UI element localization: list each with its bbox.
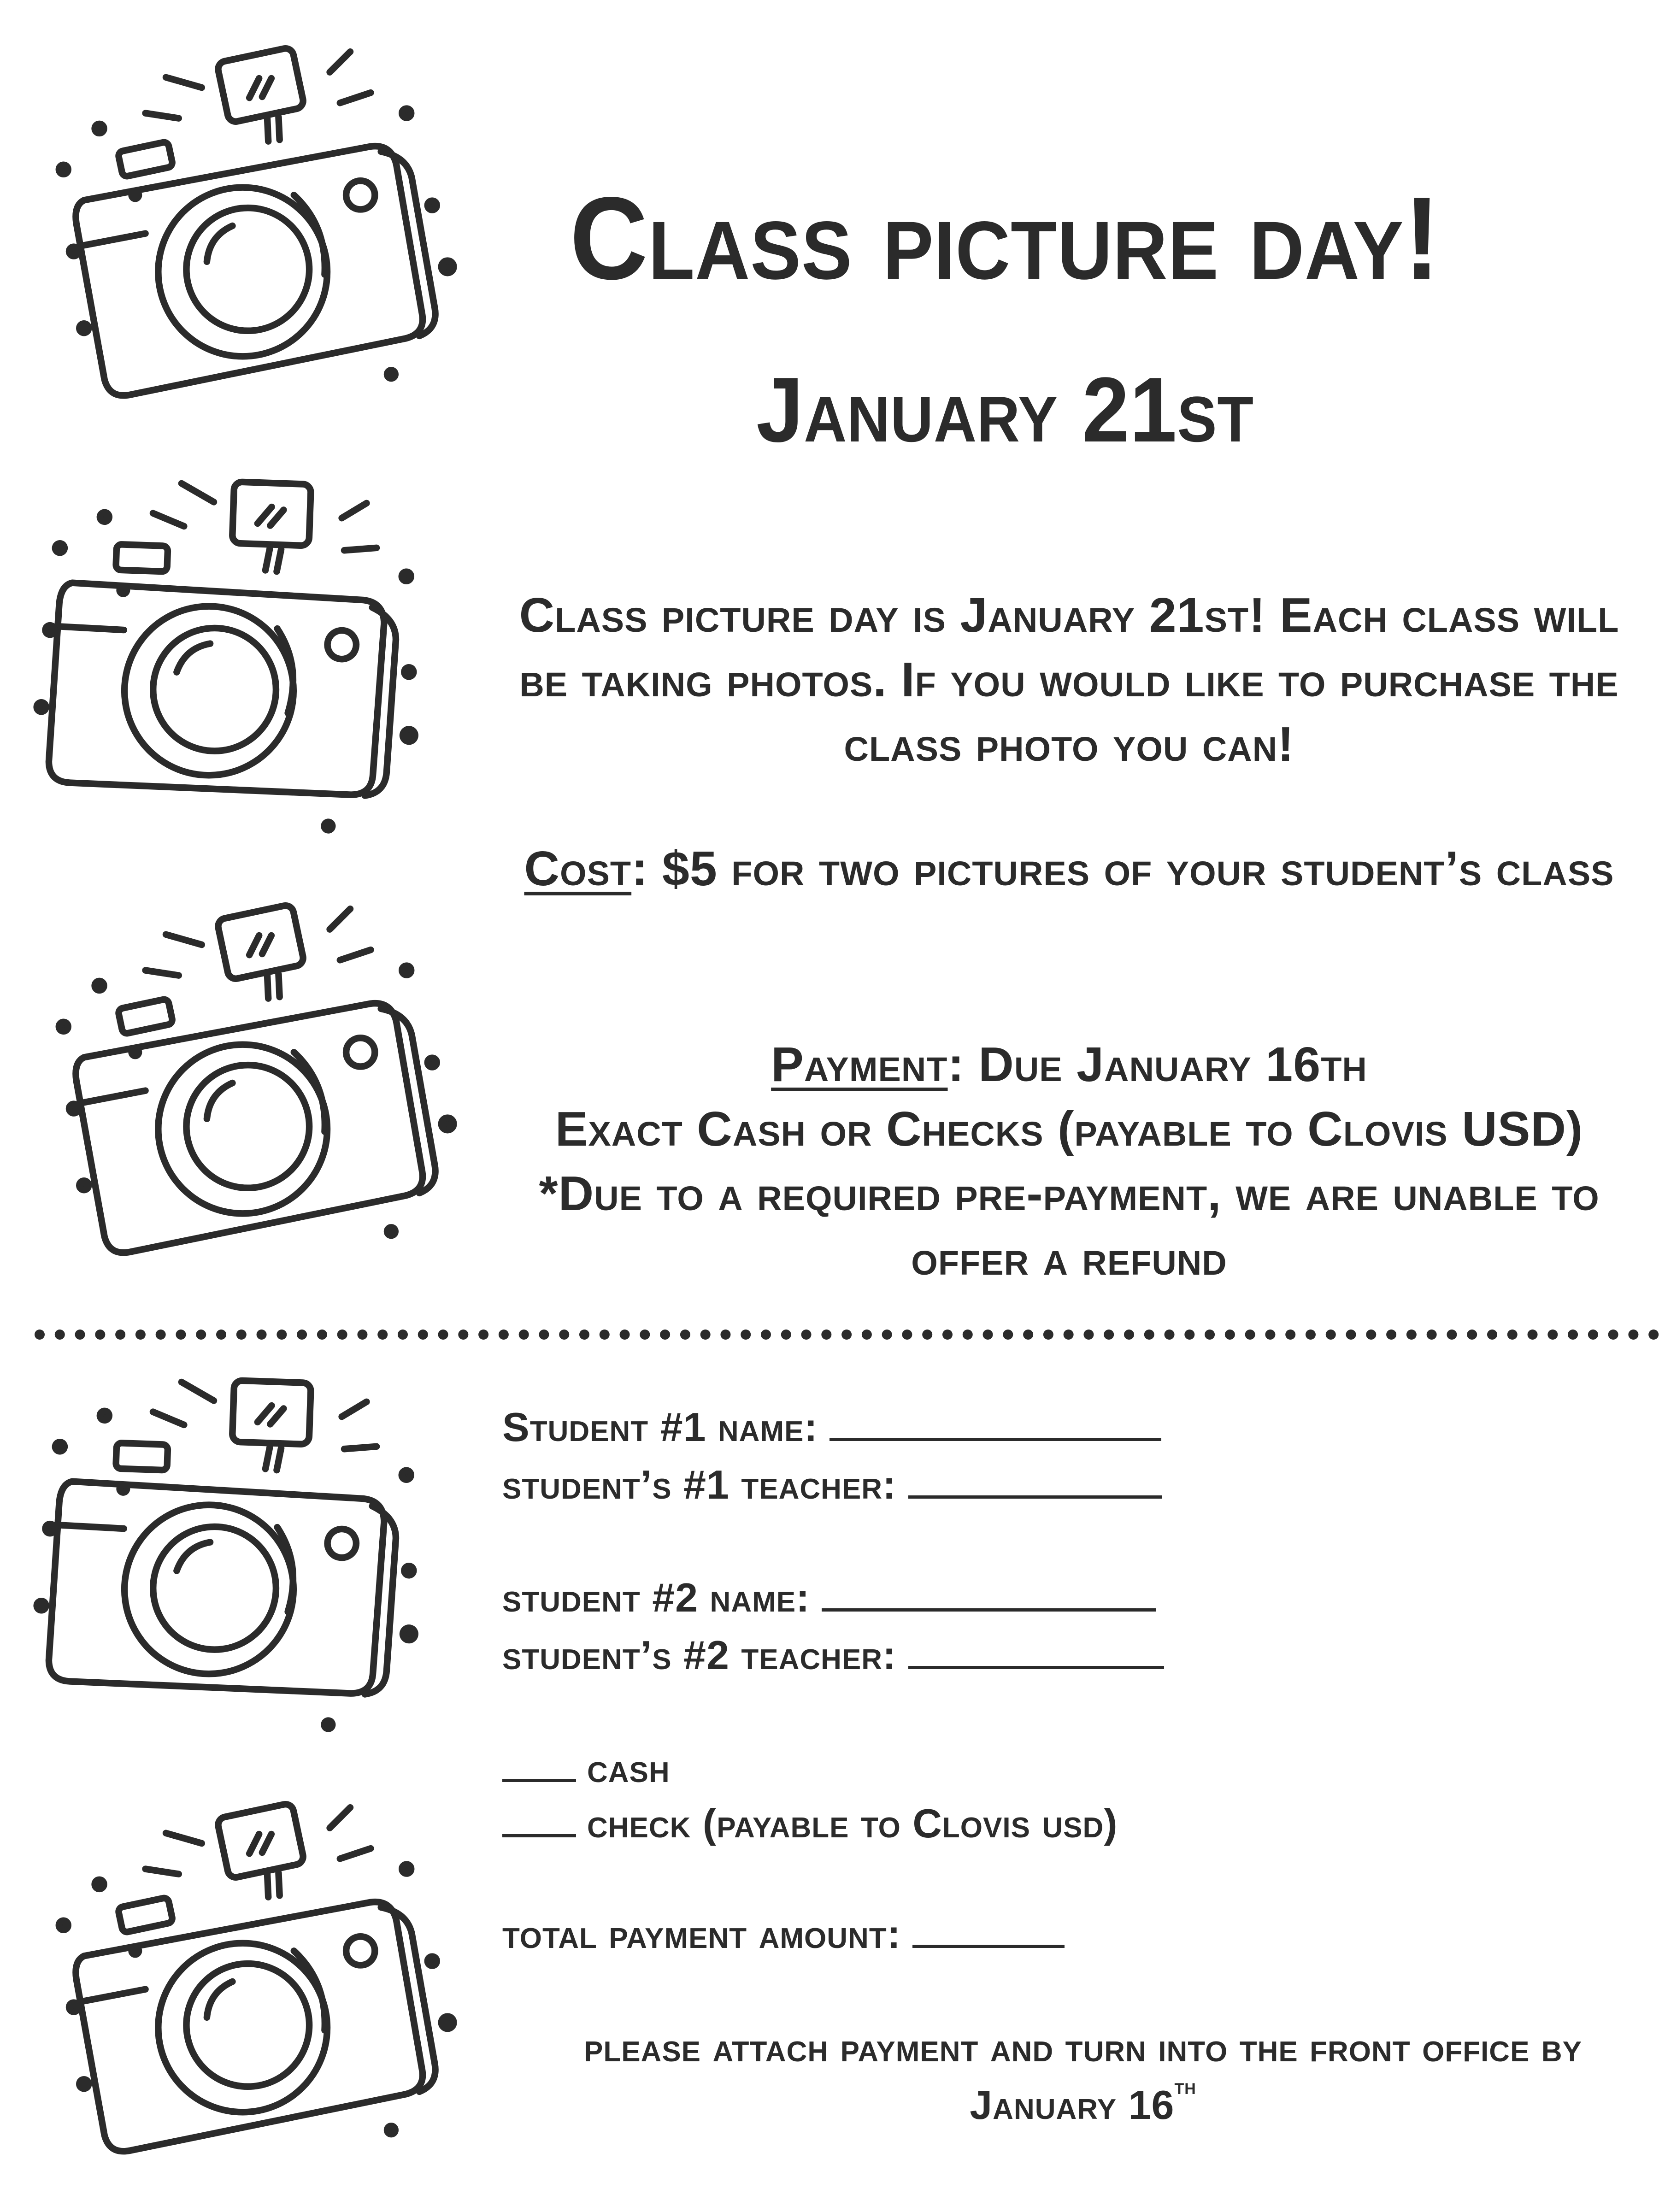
footer-instructions	[535, 2018, 1631, 2134]
cost-text: $5 for two pictures of your student’s class	[648, 841, 1614, 896]
camera-icon	[51, 41, 465, 410]
cash-label: cash	[587, 1745, 670, 1791]
student2-name-label: student #2 name:	[502, 1575, 810, 1620]
student2-name-row	[502, 1576, 1156, 1618]
payment-label: Payment	[771, 1037, 948, 1092]
student1-name-label: Student #1 name:	[502, 1404, 818, 1450]
footer-sup: th	[1174, 2075, 1196, 2099]
page-title: Class picture day!	[570, 173, 1441, 304]
payment-due: Due January 16th	[964, 1037, 1367, 1092]
footer-line1: please attach payment and turn into the front office by	[583, 2024, 1583, 2070]
payment-due-line	[516, 1032, 1622, 1097]
total-label: total payment amount:	[502, 1911, 901, 1957]
payment-methods: Exact Cash or Checks (payable to Clovis USD)	[555, 1102, 1583, 1156]
camera-icon	[51, 899, 465, 1267]
cost-colon: :	[631, 841, 648, 896]
student1-teacher-label: student’s #1 teacher:	[502, 1462, 897, 1507]
camera-icon	[51, 1797, 465, 2166]
student1-name-row	[502, 1404, 1161, 1450]
camera-icon	[28, 465, 442, 834]
student2-teacher-label: student’s #2 teacher:	[502, 1632, 897, 1678]
cost-label: Cost	[524, 841, 632, 896]
student1-teacher-input[interactable]	[908, 1463, 1162, 1499]
total-row	[502, 1911, 1065, 1957]
check-option-row	[502, 1802, 1118, 1844]
footer-line2-wrap	[535, 2076, 1631, 2134]
cash-checkbox[interactable]	[502, 1747, 576, 1782]
student2-teacher-row	[502, 1634, 1164, 1676]
total-amount-input[interactable]	[912, 1912, 1065, 1948]
camera-icon	[28, 1364, 442, 1733]
student2-teacher-input[interactable]	[908, 1634, 1164, 1669]
cut-line-divider	[35, 1330, 1659, 1340]
payment-colon: :	[947, 1037, 965, 1092]
cost-section	[516, 836, 1622, 901]
refund-note: *Due to a required pre-payment, we are unable to offer a refund	[539, 1166, 1600, 1285]
student1-name-input[interactable]	[830, 1406, 1161, 1441]
cash-option-row	[502, 1745, 670, 1791]
check-label: check (payable to Clovis usd)	[587, 1800, 1118, 1846]
event-date: January 21st	[756, 359, 1254, 461]
footer-line2: January 16	[970, 2082, 1175, 2128]
check-checkbox[interactable]	[502, 1802, 576, 1837]
student2-name-input[interactable]	[822, 1576, 1156, 1612]
payment-section	[516, 1032, 1622, 1290]
student1-teacher-row	[502, 1463, 1162, 1505]
intro-text: Class picture day is January 21st! Each class will be taking photos. If you would like to purchase the class photo you can!	[519, 588, 1619, 771]
